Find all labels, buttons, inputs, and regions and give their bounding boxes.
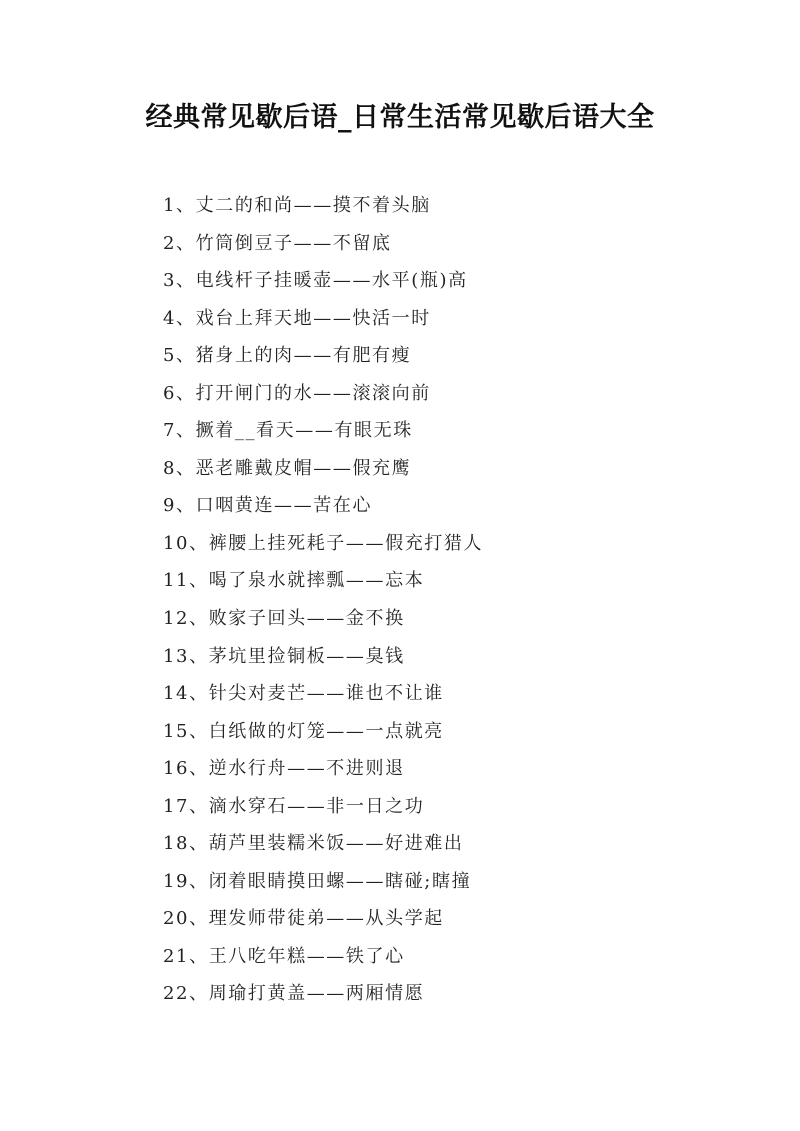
list-item: 6、打开闸门的水——滚滚向前 [163,382,431,404]
list-item: 14、针尖对麦芒——谁也不让谁 [163,683,444,705]
list-item: 7、撅着__看天——有眼无珠 [163,420,413,442]
list-item: 20、理发师带徒弟——从头学起 [163,908,444,930]
document-title: 经典常见歇后语_日常生活常见歇后语大全 [145,102,655,133]
list-item: 2、竹筒倒豆子——不留底 [163,232,392,254]
list-item: 21、王八吃年糕——铁了心 [163,945,405,967]
list-item: 22、周瑜打黄盖——两厢情愿 [163,983,425,1005]
list-item: 16、逆水行舟——不进则退 [163,758,405,780]
list-item: 18、葫芦里装糯米饭——好进难出 [163,833,464,855]
list-item: 3、电线杆子挂暖壶——水平(瓶)高 [163,270,468,292]
list-item: 10、裤腰上挂死耗子——假充打猎人 [163,532,484,554]
proverb-list [163,187,483,1013]
list-item: 11、喝了泉水就摔瓢——忘本 [163,570,425,592]
list-item: 1、丈二的和尚——摸不着头脑 [163,195,431,216]
list-item: 15、白纸做的灯笼——一点就亮 [163,720,444,742]
list-item: 19、闭着眼睛摸田螺——瞎碰;瞎撞 [163,870,472,892]
list-item: 17、滴水穿石——非一日之功 [163,795,425,817]
list-item: 8、恶老雕戴皮帽——假充鹰 [163,457,412,479]
list-item: 9、口咽黄连——苦在心 [163,495,373,517]
list-item: 12、败家子回头——金不换 [163,608,405,630]
list-item: 5、猪身上的肉——有肥有瘦 [163,345,412,367]
list-item: 13、茅坑里捡铜板——臭钱 [163,645,405,667]
list-item: 4、戏台上拜天地——快活一时 [163,307,431,329]
